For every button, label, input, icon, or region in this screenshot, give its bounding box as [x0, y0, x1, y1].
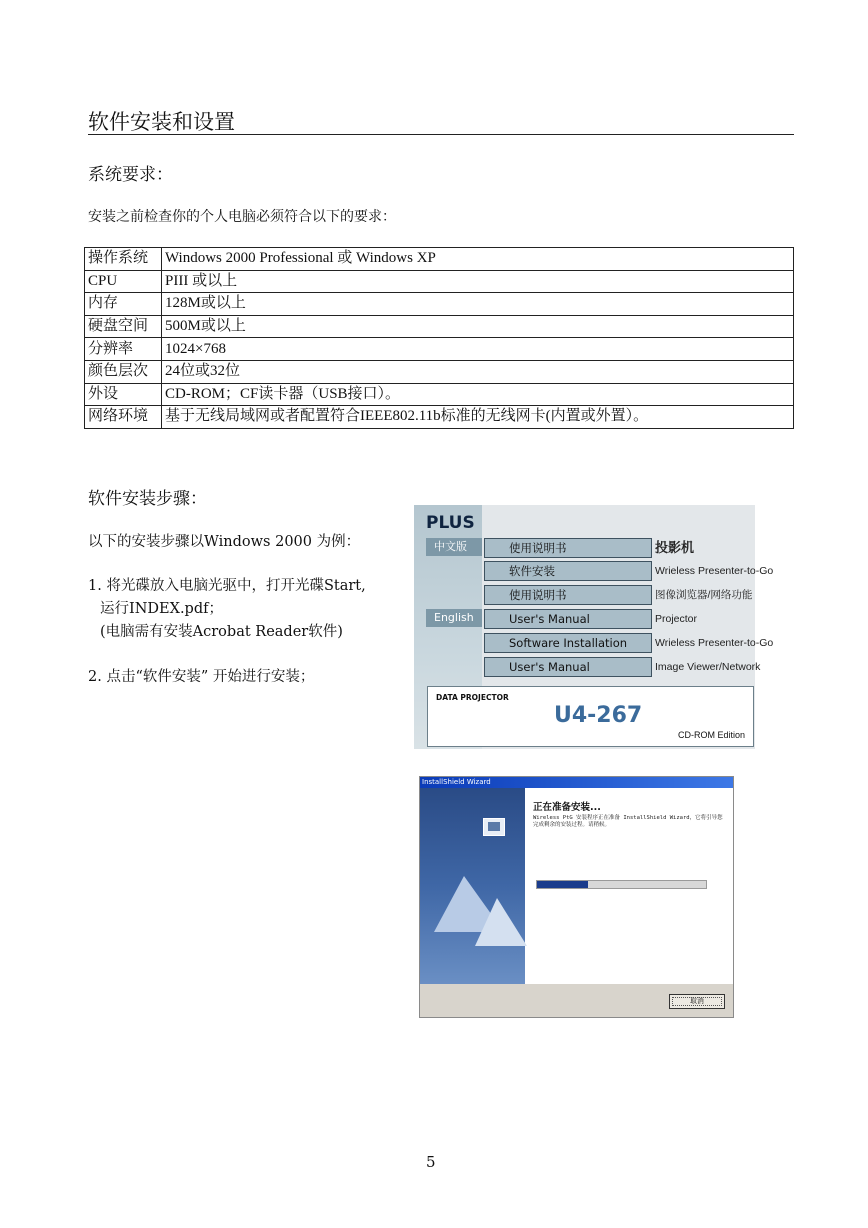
cd-button-cn-projector-manual[interactable]: 使用说明书 [484, 538, 652, 558]
requirements-heading: 系统要求： [88, 165, 173, 185]
installer-computer-icon [483, 818, 505, 836]
step-1-line: 运行INDEX.pdf； [100, 601, 223, 617]
table-row [85, 248, 794, 271]
requirements-intro: 安装之前检查你的个人电脑必须符合以下的要求： [88, 209, 396, 225]
requirements-table [84, 247, 794, 429]
step-1-line: 1. 将光碟放入电脑光驱中，打开光碟Start, [88, 578, 366, 594]
plus-logo: PLUS [426, 513, 475, 533]
req-value: 24位或32位 [162, 360, 794, 383]
wizard-heading: 正在准备安装... [533, 802, 601, 813]
req-value: 基于无线局域网或者配置符合IEEE802.11b标准的无线网卡(内置或外置）。 [162, 406, 794, 429]
step-1 [88, 575, 366, 644]
req-key: 网络环境 [85, 406, 162, 429]
lang-english-tab[interactable]: English [426, 609, 482, 627]
cd-menu-screenshot [414, 505, 774, 749]
installshield-wizard-window [419, 776, 734, 1018]
req-value: CD-ROM；CF读卡器（USB接口）。 [162, 383, 794, 406]
req-key: 硬盘空间 [85, 315, 162, 338]
table-row [85, 383, 794, 406]
wizard-footer [420, 984, 733, 1017]
steps-example: 以下的安装步骤以Windows 2000 为例： [88, 534, 361, 550]
req-key: 内存 [85, 293, 162, 316]
req-value: PIII 或以上 [162, 270, 794, 293]
table-row [85, 406, 794, 429]
cd-button-cn-viewer-manual[interactable]: 使用说明书 [484, 585, 652, 605]
table-row [85, 293, 794, 316]
data-projector-label: DATA PROJECTOR [436, 693, 509, 702]
req-value: 1024×768 [162, 338, 794, 361]
step-1-line: (电脑需有安装Acrobat Reader软件) [100, 624, 343, 640]
wizard-message: Wireless PtG 安装程序正在准备 InstallShield Wizard，它将引导您完成剩余的安装过程。请稍候。 [533, 815, 723, 828]
step-2: 2. 点击“软件安装” 开始进行安装； [88, 669, 315, 685]
title-divider [88, 134, 794, 135]
req-value: 500M或以上 [162, 315, 794, 338]
cd-button-en-projector-manual[interactable]: User's Manual [484, 609, 652, 629]
page-number: 5 [426, 1153, 436, 1171]
wizard-titlebar: InstallShield Wizard [420, 777, 733, 788]
req-key: CPU [85, 270, 162, 293]
table-row [85, 360, 794, 383]
cd-desc: Wrieless Presenter-to-Go [652, 633, 755, 653]
req-key: 颜色层次 [85, 360, 162, 383]
req-key: 外设 [85, 383, 162, 406]
cd-desc: Projector [652, 609, 755, 629]
cd-desc: 投影机 [652, 538, 755, 558]
install-progress-bar [536, 880, 707, 889]
cancel-button[interactable]: 取消 [669, 994, 725, 1009]
lang-chinese-tab[interactable]: 中文版 [426, 538, 482, 556]
cd-button-cn-software-install[interactable]: 软件安装 [484, 561, 652, 581]
sail-graphic [475, 898, 527, 946]
wizard-side-banner [420, 788, 525, 984]
steps-heading: 软件安装步骤： [88, 489, 207, 509]
cd-title-panel [427, 686, 754, 747]
cd-desc: 图像浏览器/网络功能 [652, 585, 755, 605]
table-row [85, 270, 794, 293]
req-value: 128M或以上 [162, 293, 794, 316]
page-title: 软件安装和设置 [88, 110, 235, 134]
model-number: U4-267 [554, 703, 643, 728]
cd-desc: Image Viewer/Network [652, 657, 755, 677]
cd-desc: Wrieless Presenter-to-Go [652, 561, 755, 581]
table-row [85, 315, 794, 338]
req-key: 操作系统 [85, 248, 162, 271]
edition-label: CD-ROM Edition [677, 730, 745, 740]
req-key: 分辨率 [85, 338, 162, 361]
cd-button-en-software-install[interactable]: Software Installation [484, 633, 652, 653]
install-progress-fill [537, 881, 588, 888]
cd-button-en-viewer-manual[interactable]: User's Manual [484, 657, 652, 677]
req-value: Windows 2000 Professional 或 Windows XP [162, 248, 794, 271]
table-row [85, 338, 794, 361]
